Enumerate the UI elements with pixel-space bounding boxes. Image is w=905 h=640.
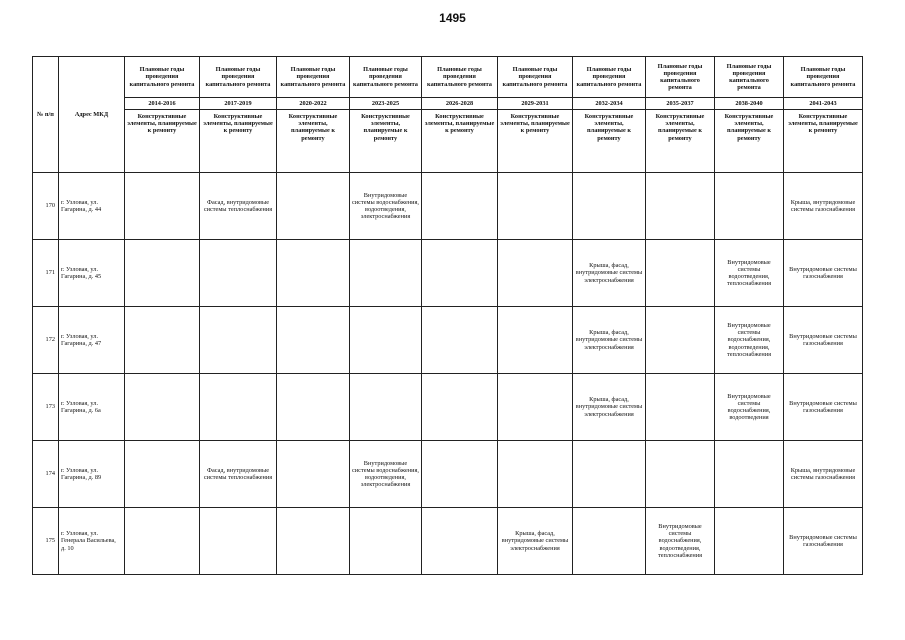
repair-cell: Внутридомовые системы водоотведения, теплоснабжения — [715, 240, 784, 307]
years-header: 2029-2031 — [498, 98, 573, 110]
years-header: 2041-2043 — [784, 98, 863, 110]
years-header: 2026-2028 — [422, 98, 498, 110]
row-number: 173 — [33, 374, 59, 441]
row-address: г. Узловая, ул. Гагарина, д. 6а — [59, 374, 125, 441]
repair-cell — [573, 441, 646, 508]
repair-cell — [200, 374, 277, 441]
elements-header: Конструктивные элементы, планируемые к ремонту — [573, 110, 646, 173]
repair-cell: Фасад, внутридомовые системы теплоснабжения — [200, 173, 277, 240]
repair-cell — [350, 508, 422, 575]
repair-cell: Внутридомовые системы водоснабжения, водоотведения, электроснабжения — [350, 441, 422, 508]
elements-header: Конструктивные элементы, планируемые к ремонту — [277, 110, 350, 173]
repair-cell — [498, 240, 573, 307]
capital-repair-table — [32, 56, 863, 575]
repair-cell — [350, 374, 422, 441]
plan-header: Плановые годы проведения капитального ремонта — [350, 57, 422, 98]
years-header: 2035-2037 — [646, 98, 715, 110]
table-row — [33, 441, 863, 508]
repair-cell — [200, 307, 277, 374]
plan-header: Плановые годы проведения капитального ремонта — [498, 57, 573, 98]
repair-cell — [715, 441, 784, 508]
elements-header: Конструктивные элементы, планируемые к ремонту — [498, 110, 573, 173]
repair-cell — [125, 307, 200, 374]
repair-cell — [646, 240, 715, 307]
repair-cell — [125, 173, 200, 240]
repair-cell: Внутридомовые системы водоснабжения, водоотведения — [715, 374, 784, 441]
years-header: 2014-2016 — [125, 98, 200, 110]
repair-cell — [646, 374, 715, 441]
repair-cell — [573, 508, 646, 575]
repair-cell — [422, 374, 498, 441]
plan-header: Плановые годы проведения капитального ремонта — [277, 57, 350, 98]
years-header: 2020-2022 — [277, 98, 350, 110]
row-address: г. Узловая, ул. Гагарина, д. 47 — [59, 307, 125, 374]
page-number: 1495 — [439, 11, 466, 25]
repair-cell: Крыша, фасад, внутридомовые системы электроснабжения — [573, 374, 646, 441]
repair-cell — [573, 173, 646, 240]
repair-cell — [646, 307, 715, 374]
plan-header: Плановые годы проведения капитального ремонта — [715, 57, 784, 98]
repair-cell: Крыша, фасад, внутридомовые системы электроснабжения — [573, 307, 646, 374]
table-row — [33, 240, 863, 307]
repair-cell: Внутридомовые системы газоснабжения — [784, 240, 863, 307]
repair-cell — [200, 508, 277, 575]
plan-header: Плановые годы проведения капитального ремонта — [200, 57, 277, 98]
repair-cell — [200, 240, 277, 307]
repair-cell — [715, 508, 784, 575]
repair-cell: Внутридомовые системы водоснабжения, водоотведения, электроснабжения — [350, 173, 422, 240]
repair-cell — [715, 173, 784, 240]
repair-cell: Крыша, фасад, внутридомовые системы электроснабжения — [498, 508, 573, 575]
repair-cell — [277, 240, 350, 307]
elements-header: Конструктивные элементы, планируемые к ремонту — [784, 110, 863, 173]
row-address: г. Узловая, ул. Гагарина, д. 89 — [59, 441, 125, 508]
repair-cell — [125, 441, 200, 508]
table-row — [33, 307, 863, 374]
header-row-elements — [33, 110, 863, 173]
repair-cell — [422, 240, 498, 307]
repair-cell — [646, 441, 715, 508]
row-number: 172 — [33, 307, 59, 374]
header-row-plan — [33, 57, 863, 98]
elements-header: Конструктивные элементы, планируемые к ремонту — [200, 110, 277, 173]
repair-cell — [422, 508, 498, 575]
elements-header: Конструктивные элементы, планируемые к ремонту — [125, 110, 200, 173]
repair-cell: Внутридомовые системы газоснабжения — [784, 508, 863, 575]
repair-cell — [277, 374, 350, 441]
row-address: г. Узловая, ул. Генерала Васильева, д. 10 — [59, 508, 125, 575]
row-address: г. Узловая, ул. Гагарина, д. 44 — [59, 173, 125, 240]
years-header: 2038-2040 — [715, 98, 784, 110]
repair-cell: Внутридомовые системы газоснабжения — [784, 374, 863, 441]
table-body — [33, 173, 863, 575]
row-number: 175 — [33, 508, 59, 575]
address-header: Адрес МКД — [59, 57, 125, 173]
repair-cell — [350, 307, 422, 374]
table-row — [33, 374, 863, 441]
repair-cell — [498, 173, 573, 240]
num-header: № п/п — [33, 57, 59, 173]
repair-cell — [498, 441, 573, 508]
repair-cell — [277, 307, 350, 374]
row-address: г. Узловая, ул. Гагарина, д. 45 — [59, 240, 125, 307]
repair-cell — [277, 173, 350, 240]
row-number: 170 — [33, 173, 59, 240]
years-header: 2017-2019 — [200, 98, 277, 110]
repair-cell — [646, 173, 715, 240]
repair-cell — [422, 173, 498, 240]
repair-cell — [125, 240, 200, 307]
repair-cell: Крыша, внутридомовые системы газоснабжения — [784, 173, 863, 240]
row-number: 174 — [33, 441, 59, 508]
repair-cell — [422, 441, 498, 508]
repair-cell — [277, 441, 350, 508]
repair-cell — [498, 307, 573, 374]
repair-cell: Крыша, внутридомовые системы газоснабжения — [784, 441, 863, 508]
row-number: 171 — [33, 240, 59, 307]
repair-cell — [350, 240, 422, 307]
years-header: 2032-2034 — [573, 98, 646, 110]
repair-cell: Внутридомовые системы водоснабжения, водоотведения, теплоснабжения — [715, 307, 784, 374]
repair-cell — [125, 374, 200, 441]
elements-header: Конструктивные элементы, планируемые к ремонту — [715, 110, 784, 173]
plan-header: Плановые годы проведения капитального ремонта — [784, 57, 863, 98]
plan-header: Плановые годы проведения капитального ремонта — [125, 57, 200, 98]
repair-cell — [422, 307, 498, 374]
repair-cell: Фасад, внутридомовые системы теплоснабжения — [200, 441, 277, 508]
repair-cell: Крыша, фасад, внутридомовые системы электроснабжения — [573, 240, 646, 307]
repair-cell — [498, 374, 573, 441]
table-row — [33, 508, 863, 575]
table-row — [33, 173, 863, 240]
plan-header: Плановые годы проведения капитального ремонта — [422, 57, 498, 98]
elements-header: Конструктивные элементы, планируемые к ремонту — [646, 110, 715, 173]
plan-header: Плановые годы проведения капитального ремонта — [646, 57, 715, 98]
repair-cell: Внутридомовые системы водоснабжения, водоотведения, теплоснабжения — [646, 508, 715, 575]
repair-cell: Внутридомовые системы газоснабжения — [784, 307, 863, 374]
elements-header: Конструктивные элементы, планируемые к ремонту — [422, 110, 498, 173]
repair-cell — [277, 508, 350, 575]
header-row-years — [33, 98, 863, 110]
plan-header: Плановые годы проведения капитального ремонта — [573, 57, 646, 98]
repair-cell — [125, 508, 200, 575]
elements-header: Конструктивные элементы, планируемые к ремонту — [350, 110, 422, 173]
years-header: 2023-2025 — [350, 98, 422, 110]
